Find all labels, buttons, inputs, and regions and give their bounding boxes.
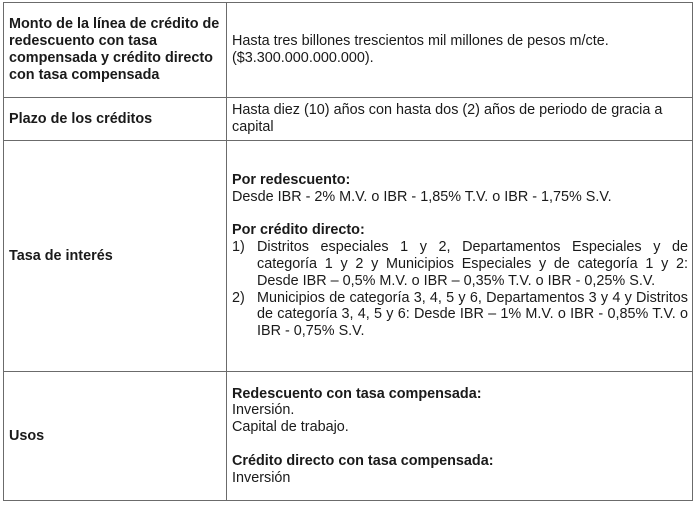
list-item [232, 290, 688, 340]
table-row-plazo [4, 98, 693, 141]
spacer [232, 436, 688, 453]
terms-table [3, 2, 693, 501]
redescuento-rate: Desde IBR - 2% M.V. o IBR - 1,85% T.V. o IBR - 1,75% S.V. [232, 188, 612, 205]
list-text: Distritos especiales 1 y 2, Departamentos Especiales y de categoría 1 y 2 y Municipios Especiales y de categoría 1 y 2: Desde IBR – 0,5% M.V. o IBR – 0,35% T.V. o IBR - 0,25% S.V. [257, 239, 688, 289]
redescuento-heading: Por redescuento: [232, 172, 351, 189]
value-plazo: Hasta diez (10) años con hasta dos (2) años de periodo de gracia a capital [227, 98, 693, 141]
list-text: Municipios de categoría 3, 4, 5 y 6, Departamentos 3 y 4 y Distritos de categoría 3, 4, 5 y 6: Desde IBR – 1% M.V. o IBR - 0,85% T.V. o IBR - 0,75% S.V. [257, 289, 688, 340]
label-tasa: Tasa de interés [4, 141, 227, 372]
value-usos [227, 372, 693, 501]
list-number: 2) [232, 289, 245, 306]
usos-directo-heading: Crédito directo con tasa compensada: [232, 452, 494, 469]
table-row-monto [4, 3, 693, 98]
table-row-tasa [4, 141, 693, 372]
spacer [232, 206, 688, 223]
list-item [232, 239, 688, 289]
list-number: 1) [232, 239, 245, 256]
table-row-usos [4, 372, 693, 501]
directo-heading: Por crédito directo: [232, 222, 365, 239]
label-monto: Monto de la línea de crédito de redescuento con tasa compensada y crédito directo con tasa compensada [4, 3, 227, 98]
label-plazo: Plazo de los créditos [4, 98, 227, 141]
usos-line: Inversión [232, 469, 291, 486]
directo-list [232, 239, 688, 340]
usos-line: Inversión. [232, 402, 295, 419]
usos-line: Capital de trabajo. [232, 419, 349, 436]
usos-redescuento-heading: Redescuento con tasa compensada: [232, 385, 482, 402]
value-monto: Hasta tres billones trescientos mil millones de pesos m/cte. ($3.300.000.000.000). [227, 3, 693, 98]
label-usos: Usos [4, 372, 227, 501]
value-tasa [227, 141, 693, 372]
